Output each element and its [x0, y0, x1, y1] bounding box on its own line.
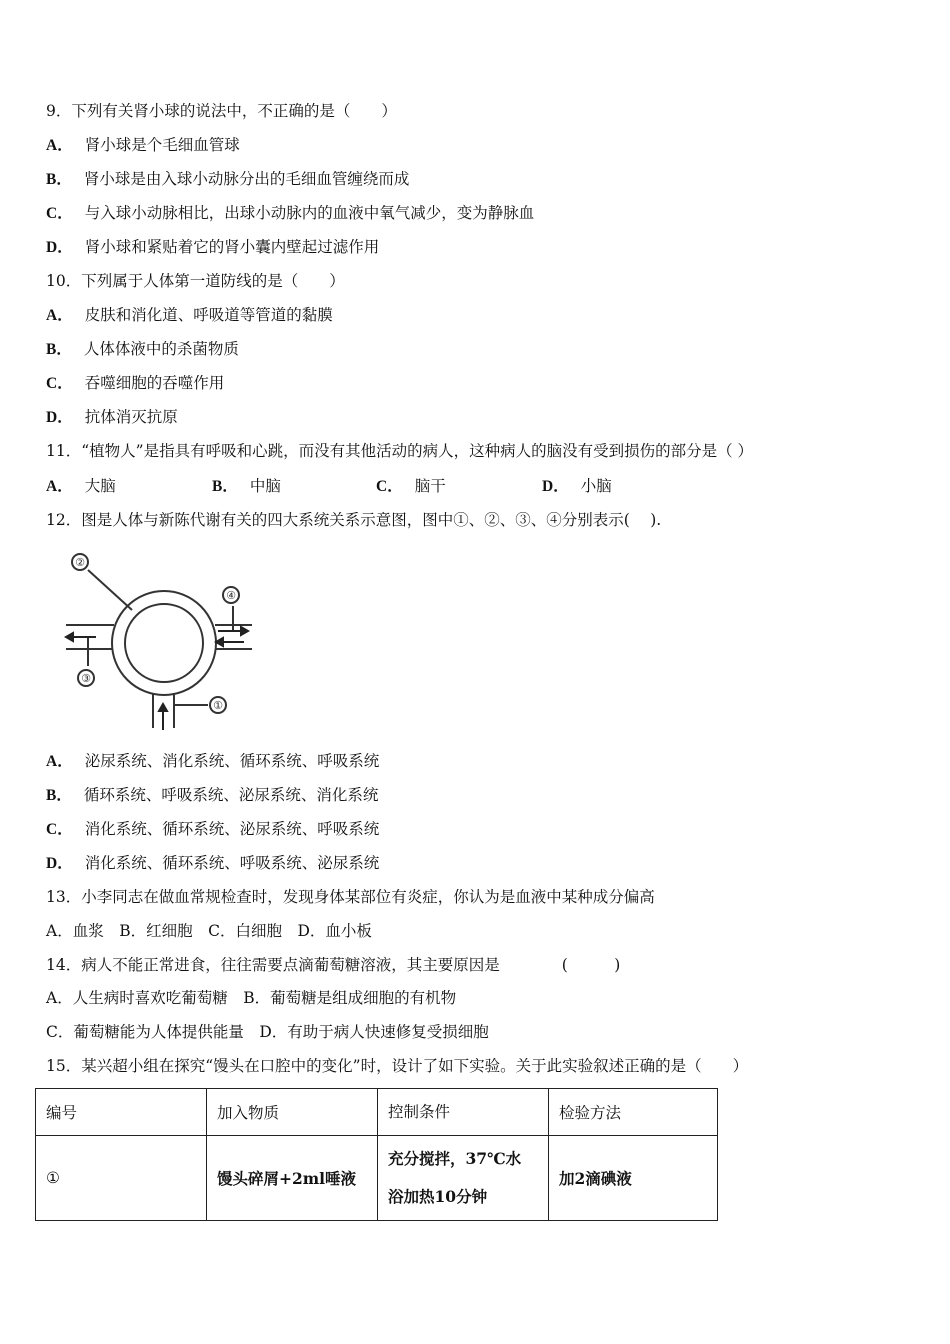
q9-option-c [46, 203, 534, 224]
option-label: A． [46, 478, 73, 495]
option-text: 泌尿系统、消化系统、循环系统、呼吸系统 [84, 752, 380, 770]
option-text: 肾小球是个毛细血管球 [84, 136, 240, 154]
q12-option-d [46, 853, 379, 874]
q10-option-c [46, 373, 224, 394]
arrow-right-out [241, 627, 248, 635]
condition-line2: 浴加热10分钟 [388, 1187, 488, 1206]
option-label: C． [376, 478, 403, 495]
cell-substance: 馒头碎屑+2ml唾液 [207, 1136, 378, 1221]
option-text: 中脑 [249, 477, 281, 495]
option-label: D． [46, 855, 73, 872]
leader-2 [88, 570, 132, 610]
q12-option-c [46, 819, 379, 840]
q14-options-line1: A．人生病时喜欢吃葡萄糖 B．葡萄糖是组成细胞的有机物 [46, 989, 457, 1007]
q9-option-a [46, 135, 240, 156]
option-text: 吞噬细胞的吞噬作用 [84, 374, 225, 392]
q11-option-b [212, 476, 281, 497]
option-label: B． [46, 787, 72, 804]
cell-method: 加2滴碘液 [549, 1136, 718, 1221]
header-cell: 控制条件 [378, 1089, 549, 1136]
q13-options: A．血浆 B．红细胞 C．白细胞 D．血小板 [46, 922, 372, 940]
q11-option-c [376, 476, 446, 497]
option-label: B． [46, 171, 72, 188]
q14-options-line2: C．葡萄糖能为人体提供能量 D．有助于病人快速修复受损细胞 [46, 1023, 489, 1041]
q12-option-b [46, 785, 378, 806]
arrow-right-in [216, 638, 223, 646]
option-label: B． [46, 341, 72, 358]
q9-option-d [46, 237, 379, 258]
q10-option-d [46, 407, 178, 428]
experiment-table [35, 1088, 718, 1221]
label-4: ④ [226, 589, 236, 602]
option-label: D． [46, 409, 73, 426]
option-text: 消化系统、循环系统、呼吸系统、泌尿系统 [84, 854, 380, 872]
q12-stem: 12．图是人体与新陈代谢有关的四大系统关系示意图，图中①、②、③、④分别表示( ). [46, 511, 662, 529]
header-cell: 加入物质 [207, 1089, 378, 1136]
q9-option-b [46, 169, 409, 190]
table-row [36, 1136, 718, 1221]
option-label: D． [542, 478, 569, 495]
option-label: C． [46, 375, 73, 392]
option-label: A． [46, 137, 73, 154]
option-text: 循环系统、呼吸系统、泌尿系统、消化系统 [83, 786, 379, 804]
q9-stem: 9．下列有关肾小球的说法中，不正确的是（ ） [46, 102, 397, 120]
header-cell: 编号 [36, 1089, 207, 1136]
metabolism-systems-diagram [58, 548, 258, 734]
q13-stem: 13．小李同志在做血常规检查时，发现身体某部位有炎症，你认为是血液中某种成分偏高 [46, 888, 655, 906]
label-3: ③ [81, 672, 91, 685]
option-label: C． [46, 821, 73, 838]
cell-id: ① [36, 1136, 207, 1221]
q11-stem: 11．“植物人”是指具有呼吸和心跳，而没有其他活动的病人，这种病人的脑没有受到损伤的部分是（ ） [46, 442, 754, 460]
q10-option-a [46, 305, 333, 326]
arrow-left [66, 633, 73, 641]
option-label: A． [46, 307, 73, 324]
option-text: 脑干 [414, 477, 446, 495]
q10-stem: 10．下列属于人体第一道防线的是（ ） [46, 272, 345, 290]
q14-stem: 14．病人不能正常进食，往往需要点滴葡萄糖溶液，其主要原因是 ( ) [46, 956, 621, 974]
option-text: 与入球小动脉相比，出球小动脉内的血液中氧气减少，变为静脉血 [84, 204, 535, 222]
option-text: 抗体消灭抗原 [84, 408, 178, 426]
arrow-up [159, 704, 167, 711]
condition-line1: 充分搅拌，37℃水 [388, 1149, 522, 1168]
option-text: 消化系统、循环系统、泌尿系统、呼吸系统 [84, 820, 380, 838]
option-text: 小脑 [580, 477, 612, 495]
label-2: ② [75, 556, 85, 569]
option-label: C． [46, 205, 73, 222]
q11-option-d [542, 476, 612, 497]
option-text: 皮肤和消化道、呼吸道等管道的黏膜 [84, 306, 333, 324]
option-text: 肾小球和紧贴着它的肾小囊内壁起过滤作用 [84, 238, 380, 256]
label-1: ① [213, 699, 223, 712]
option-text: 肾小球是由入球小动脉分出的毛细血管缠绕而成 [83, 170, 410, 188]
q11-options [46, 476, 846, 496]
q10-option-b [46, 339, 239, 360]
option-text: 大脑 [84, 477, 116, 495]
table-header-row [36, 1089, 718, 1136]
header-cell: 检验方法 [549, 1089, 718, 1136]
option-label: B． [212, 478, 238, 495]
option-label: D． [46, 239, 73, 256]
option-label: A． [46, 753, 73, 770]
cell-condition [378, 1136, 549, 1221]
ring-inner [125, 604, 203, 682]
q15-stem: 15．某兴超小组在探究“馒头在口腔中的变化”时，设计了如下实验。关于此实验叙述正确的是（ ） [46, 1057, 749, 1075]
q11-option-a [46, 476, 116, 497]
q12-option-a [46, 751, 379, 772]
option-text: 人体体液中的杀菌物质 [83, 340, 239, 358]
